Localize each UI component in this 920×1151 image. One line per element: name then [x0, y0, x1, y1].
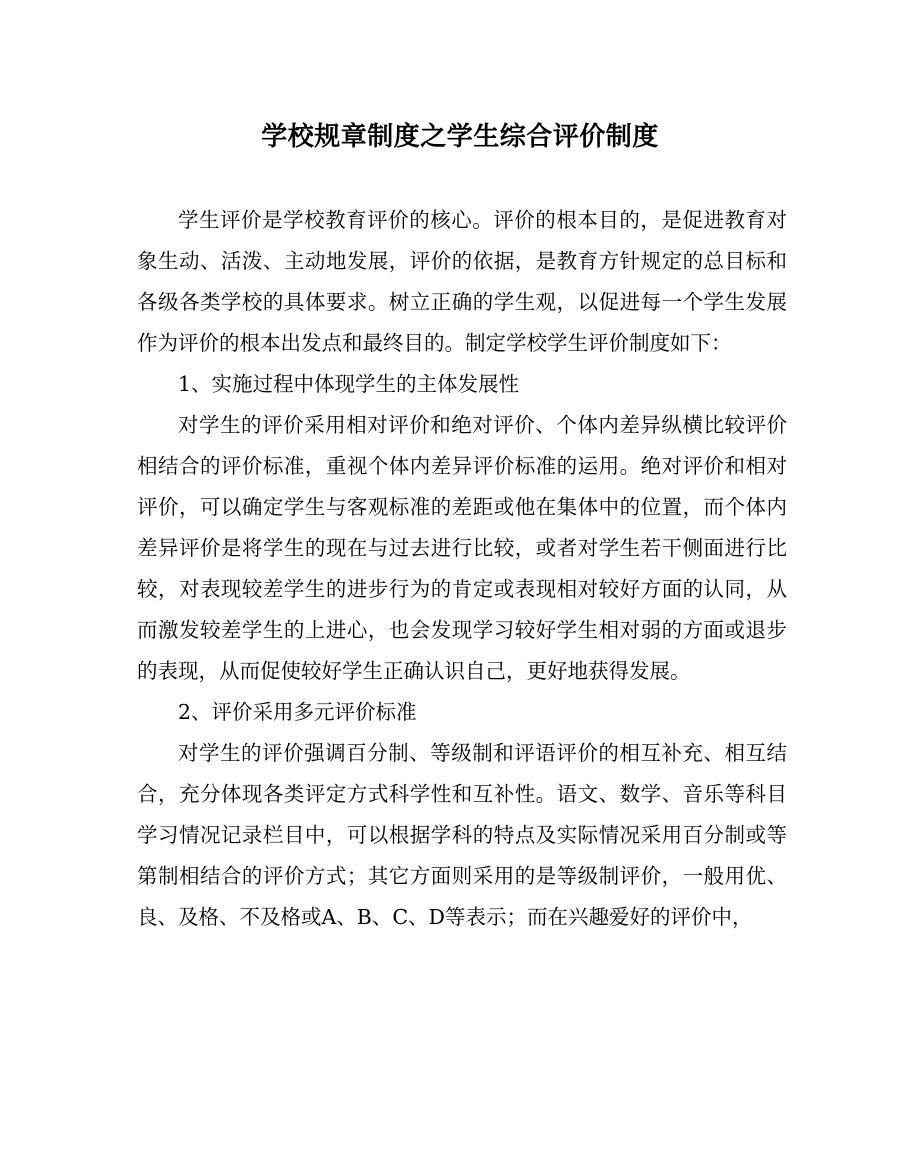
section-heading-2: 2、评价采用多元评价标准: [178, 700, 417, 724]
document-title: 学校规章制度之学生综合评价制度: [261, 122, 659, 152]
section-heading-1: 1、实施过程中体现学生的主体发展性: [178, 372, 520, 396]
section-1-paragraph: 对学生的评价采用相对评价和绝对评价、个体内差异纵横比较评价相结合的评价标准，重视个体内差异评价标准的运用。绝对评价和相对评价，可以确定学生与客观标准的差距或他在集体中的位置，而个体内差异评价是将学生的现在与过去进行比较，或者对学生若干侧面进行比较，对表现较差学生的进步行为的肯定或表现相对较好方面的认同，从而激发较差学生的上进心，也会发现学习较好学生相对弱的方面或退步的表现，从而促使较好学生正确认识自己，更好地获得发展。: [137, 413, 787, 683]
intro-paragraph: 学生评价是学校教育评价的核心。评价的根本目的，是促进教育对象生动、活泼、主动地发展，评价的依据，是教育方针规定的总目标和各级各类学校的具体要求。树立正确的学生观，以促进每一个学生发展作为评价的根本出发点和最终目的。制定学校学生评价制度如下：: [137, 208, 787, 355]
section-2-paragraph: 对学生的评价强调百分制、等级制和评语评价的相互补充、相互结合，充分体现各类评定方式科学性和互补性。语文、数学、音乐等科目学习情况记录栏目中，可以根据学科的特点及实际情况采用百分制或等第制相结合的评价方式；其它方面则采用的是等级制评价，一般用优、良、及格、不及格或A、B、C、D等表示；而在兴趣爱好的评价中，: [137, 741, 787, 929]
document-body: [137, 200, 787, 938]
